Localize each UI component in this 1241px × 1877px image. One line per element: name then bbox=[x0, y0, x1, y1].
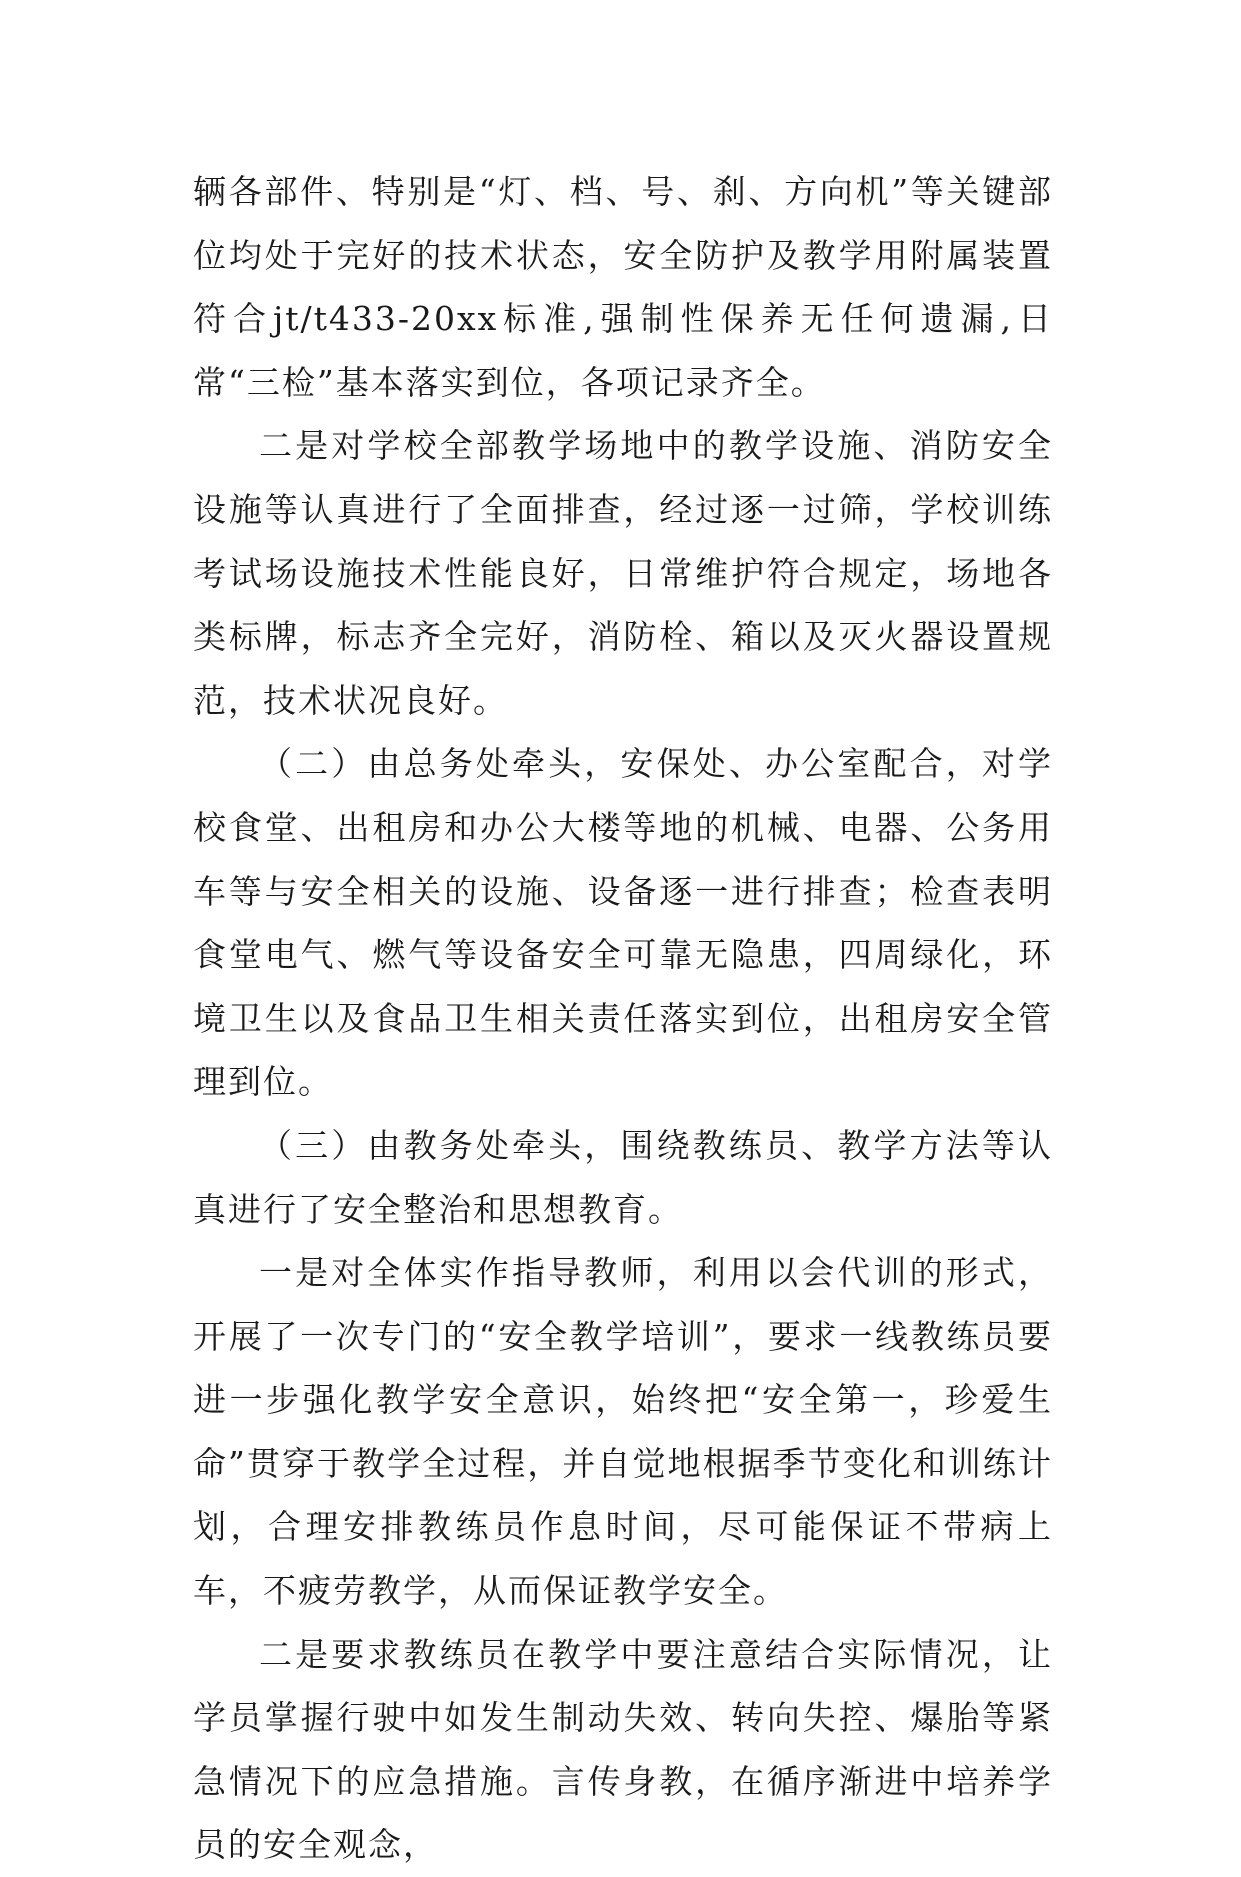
paragraph-general-affairs: （二）由总务处牵头，安保处、办公室配合，对学校食堂、出租房和办公大楼等地的机械、电器、公务用车等与安全相关的设施、设备逐一进行排查；检查表明食堂电气、燃气等设备安全可靠无隐患，四周绿化，环境卫生以及食品卫生相关责任落实到位，出租房安全管理到位。 bbox=[193, 744, 1053, 1102]
paragraph-vehicle-inspection: 辆各部件、特别是“灯、档、号、刹、方向机”等关键部位均处于完好的技术状态，安全防护及教学用附属装置符合jt/t433-20xx标准,强制性保养无任何遗漏,日常“三检”基本落实到位，各项记录齐全。 bbox=[193, 172, 1053, 402]
paragraph-safety-training: 一是对全体实作指导教师，利用以会代训的形式，开展了一次专门的“安全教学培训”，要求一线教练员要进一步强化教学安全意识，始终把“安全第一，珍爱生命”贯穿于教学全过程，并自觉地根据季节变化和训练计划，合理安排教练员作息时间，尽可能保证不带病上车，不疲劳教学，从而保证教学安全。 bbox=[193, 1253, 1053, 1611]
paragraph-academic-affairs: （三）由教务处牵头，围绕教练员、教学方法等认真进行了安全整治和思想教育。 bbox=[193, 1125, 1053, 1229]
paragraph-training-facilities: 二是对学校全部教学场地中的教学设施、消防安全设施等认真进行了全面排查，经过逐一过筛，学校训练考试场设施技术性能良好，日常维护符合规定，场地各类标牌，标志齐全完好，消防栓、箱以及灭火器设置规范，技术状况良好。 bbox=[193, 426, 1053, 720]
body-text bbox=[193, 160, 1053, 1877]
paragraph-emergency-measures: 二是要求教练员在教学中要注意结合实际情况，让学员掌握行驶中如发生制动失效、转向失控、爆胎等紧急情况下的应急措施。言传身教，在循序渐进中培养学员的安全观念， bbox=[193, 1634, 1053, 1865]
